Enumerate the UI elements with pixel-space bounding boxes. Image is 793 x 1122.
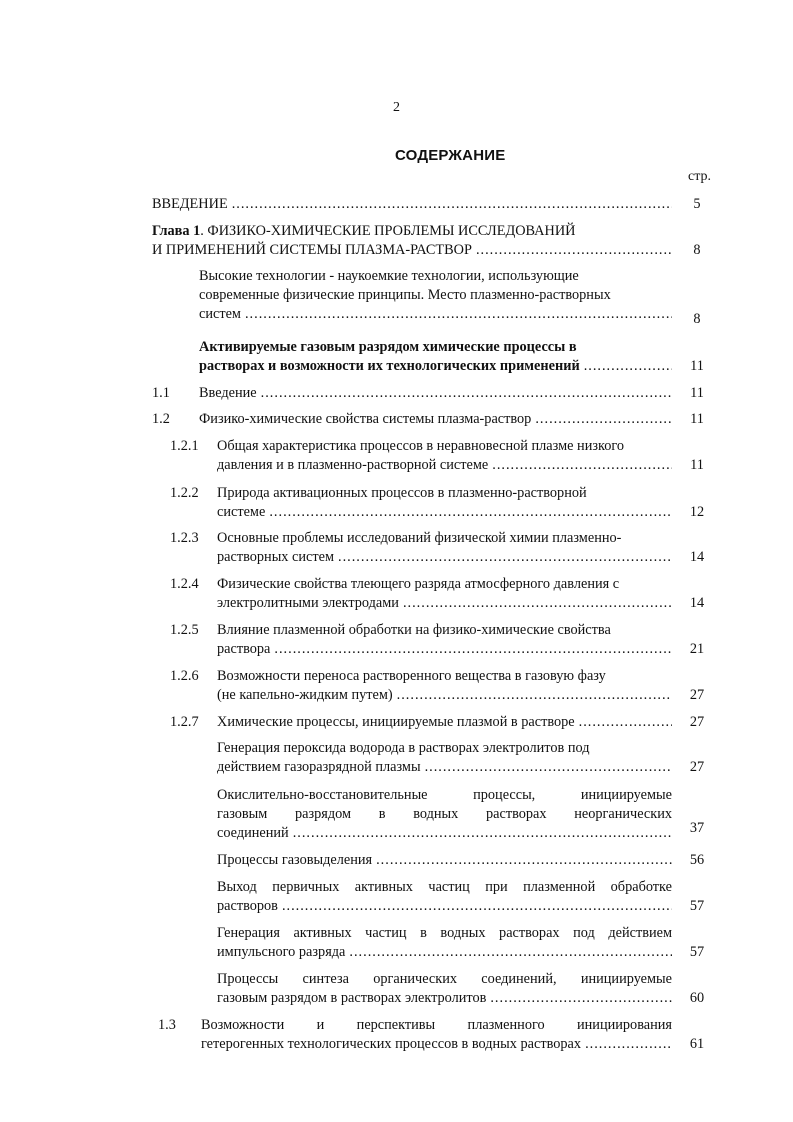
toc-entry-1-2-1[interactable] <box>217 437 672 475</box>
toc-page-number: 27 <box>689 714 705 730</box>
toc-page-number: 8 <box>693 311 701 327</box>
toc-page-number: 57 <box>689 898 705 914</box>
toc-entry-activated-processes[interactable] <box>199 338 672 376</box>
toc-entry-text: растворных систем <box>217 549 334 565</box>
toc-entry-text: И ПРИМЕНЕНИЙ СИСТЕМЫ ПЛАЗМА-РАСТВОР <box>152 242 472 258</box>
toc-page-number: 57 <box>689 944 705 960</box>
toc-entry-redox[interactable] <box>217 786 672 843</box>
toc-entry-1-2-4[interactable] <box>217 575 672 613</box>
toc-section-number: 1.2.4 <box>170 576 199 592</box>
toc-page-number: 56 <box>689 852 705 868</box>
toc-page-number: 21 <box>689 641 705 657</box>
toc-entry-text: Физические свойства тлеющего разряда атмосферного давления с <box>217 576 620 592</box>
toc-page-number: 12 <box>689 504 705 520</box>
toc-entry-text: системе <box>217 504 266 520</box>
toc-section-number: 1.3 <box>158 1017 176 1033</box>
toc-entry-1-3[interactable] <box>201 1016 672 1054</box>
toc-page-number: 60 <box>689 990 705 1006</box>
toc-page-number: 61 <box>689 1036 705 1052</box>
toc-page-number: 11 <box>690 411 704 427</box>
toc-entry-1-2[interactable] <box>199 410 672 429</box>
toc-page-number: 27 <box>689 687 705 703</box>
toc-entry-text: Процессы газовыделения <box>217 852 373 868</box>
page-column-label: стр. <box>688 169 712 184</box>
toc-entry-text: Физико-химические свойства системы плазма-раствор <box>199 411 532 427</box>
toc-entry-chapter-1[interactable] <box>152 222 672 260</box>
toc-entry-text: . ФИЗИКО-ХИМИЧЕСКИЕ ПРОБЛЕМЫ ИССЛЕДОВАНИЙ <box>200 223 576 239</box>
toc-entry-text: систем <box>199 306 241 322</box>
page-number: 2 <box>393 100 400 115</box>
toc-entry-introduction[interactable] <box>152 195 672 214</box>
toc-entry-1-2-3[interactable] <box>217 529 672 567</box>
toc-section-number: 1.2.7 <box>170 714 199 730</box>
toc-entry-text: Возможности переноса растворенного вещества в газовую фазу <box>217 668 606 684</box>
toc-page-number: 27 <box>689 759 705 775</box>
toc-entry-peroxide[interactable] <box>217 739 672 777</box>
toc-entry-text: Возможности и перспективы плазменного инициирования <box>201 1017 672 1033</box>
page-title: СОДЕРЖАНИЕ <box>395 147 506 164</box>
toc-section-number: 1.2.5 <box>170 622 199 638</box>
toc-entry-text: газовым разрядом в растворах электролитов <box>217 990 487 1006</box>
toc-entry-text: Химические процессы, инициируемые плазмой в растворе <box>217 714 575 730</box>
toc-entry-text: импульсного разряда <box>217 944 346 960</box>
toc-entry-text: соединений <box>217 825 289 841</box>
toc-entry-text: Введение <box>199 385 257 401</box>
toc-page-number: 11 <box>690 358 704 374</box>
toc-section-number: 1.2.3 <box>170 530 199 546</box>
toc-entry-text: современные физические принципы. Место плазменно-растворных <box>199 287 611 303</box>
toc-entry-text: Окислительно-восстановительные процессы, инициируемые <box>217 787 672 803</box>
toc-entry-text: ВВЕДЕНИЕ <box>152 196 228 212</box>
toc-page-number: 14 <box>689 595 705 611</box>
toc-entry-text: раствора <box>217 641 271 657</box>
toc-section-number: 1.2 <box>152 411 170 427</box>
toc-entry-primary-particles[interactable] <box>217 878 672 916</box>
toc-page-number: 11 <box>690 457 704 473</box>
toc-entry-text: Генерация активных частиц в водных растворах под действием <box>217 925 672 941</box>
toc-section-number: 1.2.2 <box>170 485 199 501</box>
toc-entry-text: растворах и возможности их технологических применений <box>199 358 580 374</box>
toc-entry-text: Общая характеристика процессов в неравновесной плазме низкого <box>217 438 625 454</box>
toc-entry-text: электролитными электродами <box>217 595 399 611</box>
toc-entry-1-2-6[interactable] <box>217 667 672 705</box>
toc-page-number: 5 <box>693 196 701 212</box>
toc-entry-1-1[interactable] <box>199 384 672 403</box>
toc-entry-text: действием газоразрядной плазмы <box>217 759 421 775</box>
toc-entry-text: Процессы синтеза органических соединений, инициируемые <box>217 971 672 987</box>
chapter-label: Глава 1 <box>152 223 201 239</box>
toc-entry-1-2-5[interactable] <box>217 621 672 659</box>
toc-entry-text: давления и в плазменно-растворной системе <box>217 457 489 473</box>
toc-page-number: 11 <box>690 385 704 401</box>
toc-entry-text: Активируемые газовым разрядом химические процессы в <box>199 339 577 355</box>
toc-entry-text: Основные проблемы исследований физической химии плазменно- <box>217 530 622 546</box>
toc-page-number: 8 <box>693 242 701 258</box>
toc-entry-text: гетерогенных технологических процессов в водных растворах <box>201 1036 582 1052</box>
toc-entry-text: растворов <box>217 898 278 914</box>
toc-entry-1-2-2[interactable] <box>217 484 672 522</box>
toc-entry-organic-synthesis[interactable] <box>217 970 672 1008</box>
toc-page-number: 14 <box>689 549 705 565</box>
toc-entry-text: Выход первичных активных частиц при плазменной обработке <box>217 879 672 895</box>
toc-section-number: 1.2.6 <box>170 668 199 684</box>
toc-page-number: 37 <box>689 820 705 836</box>
toc-entry-text: (не капельно-жидким путем) <box>217 687 393 703</box>
toc-entry-high-tech[interactable] <box>199 267 672 324</box>
toc-section-number: 1.2.1 <box>170 438 199 454</box>
toc-entry-text: Генерация пероксида водорода в растворах электролитов под <box>217 740 590 756</box>
toc-entry-gas-evolution[interactable] <box>217 851 672 870</box>
toc-entry-text: Влияние плазменной обработки на физико-химические свойства <box>217 622 611 638</box>
toc-entry-1-2-7[interactable] <box>217 713 672 732</box>
toc-entry-text: Природа активационных процессов в плазменно-растворной <box>217 485 587 501</box>
toc-section-number: 1.1 <box>152 385 170 401</box>
toc-entry-text: Высокие технологии - наукоемкие технологии, использующие <box>199 268 579 284</box>
toc-entry-pulsed-discharge[interactable] <box>217 924 672 962</box>
toc-entry-text: газовым разрядом в водных растворах неорганических <box>217 806 672 822</box>
